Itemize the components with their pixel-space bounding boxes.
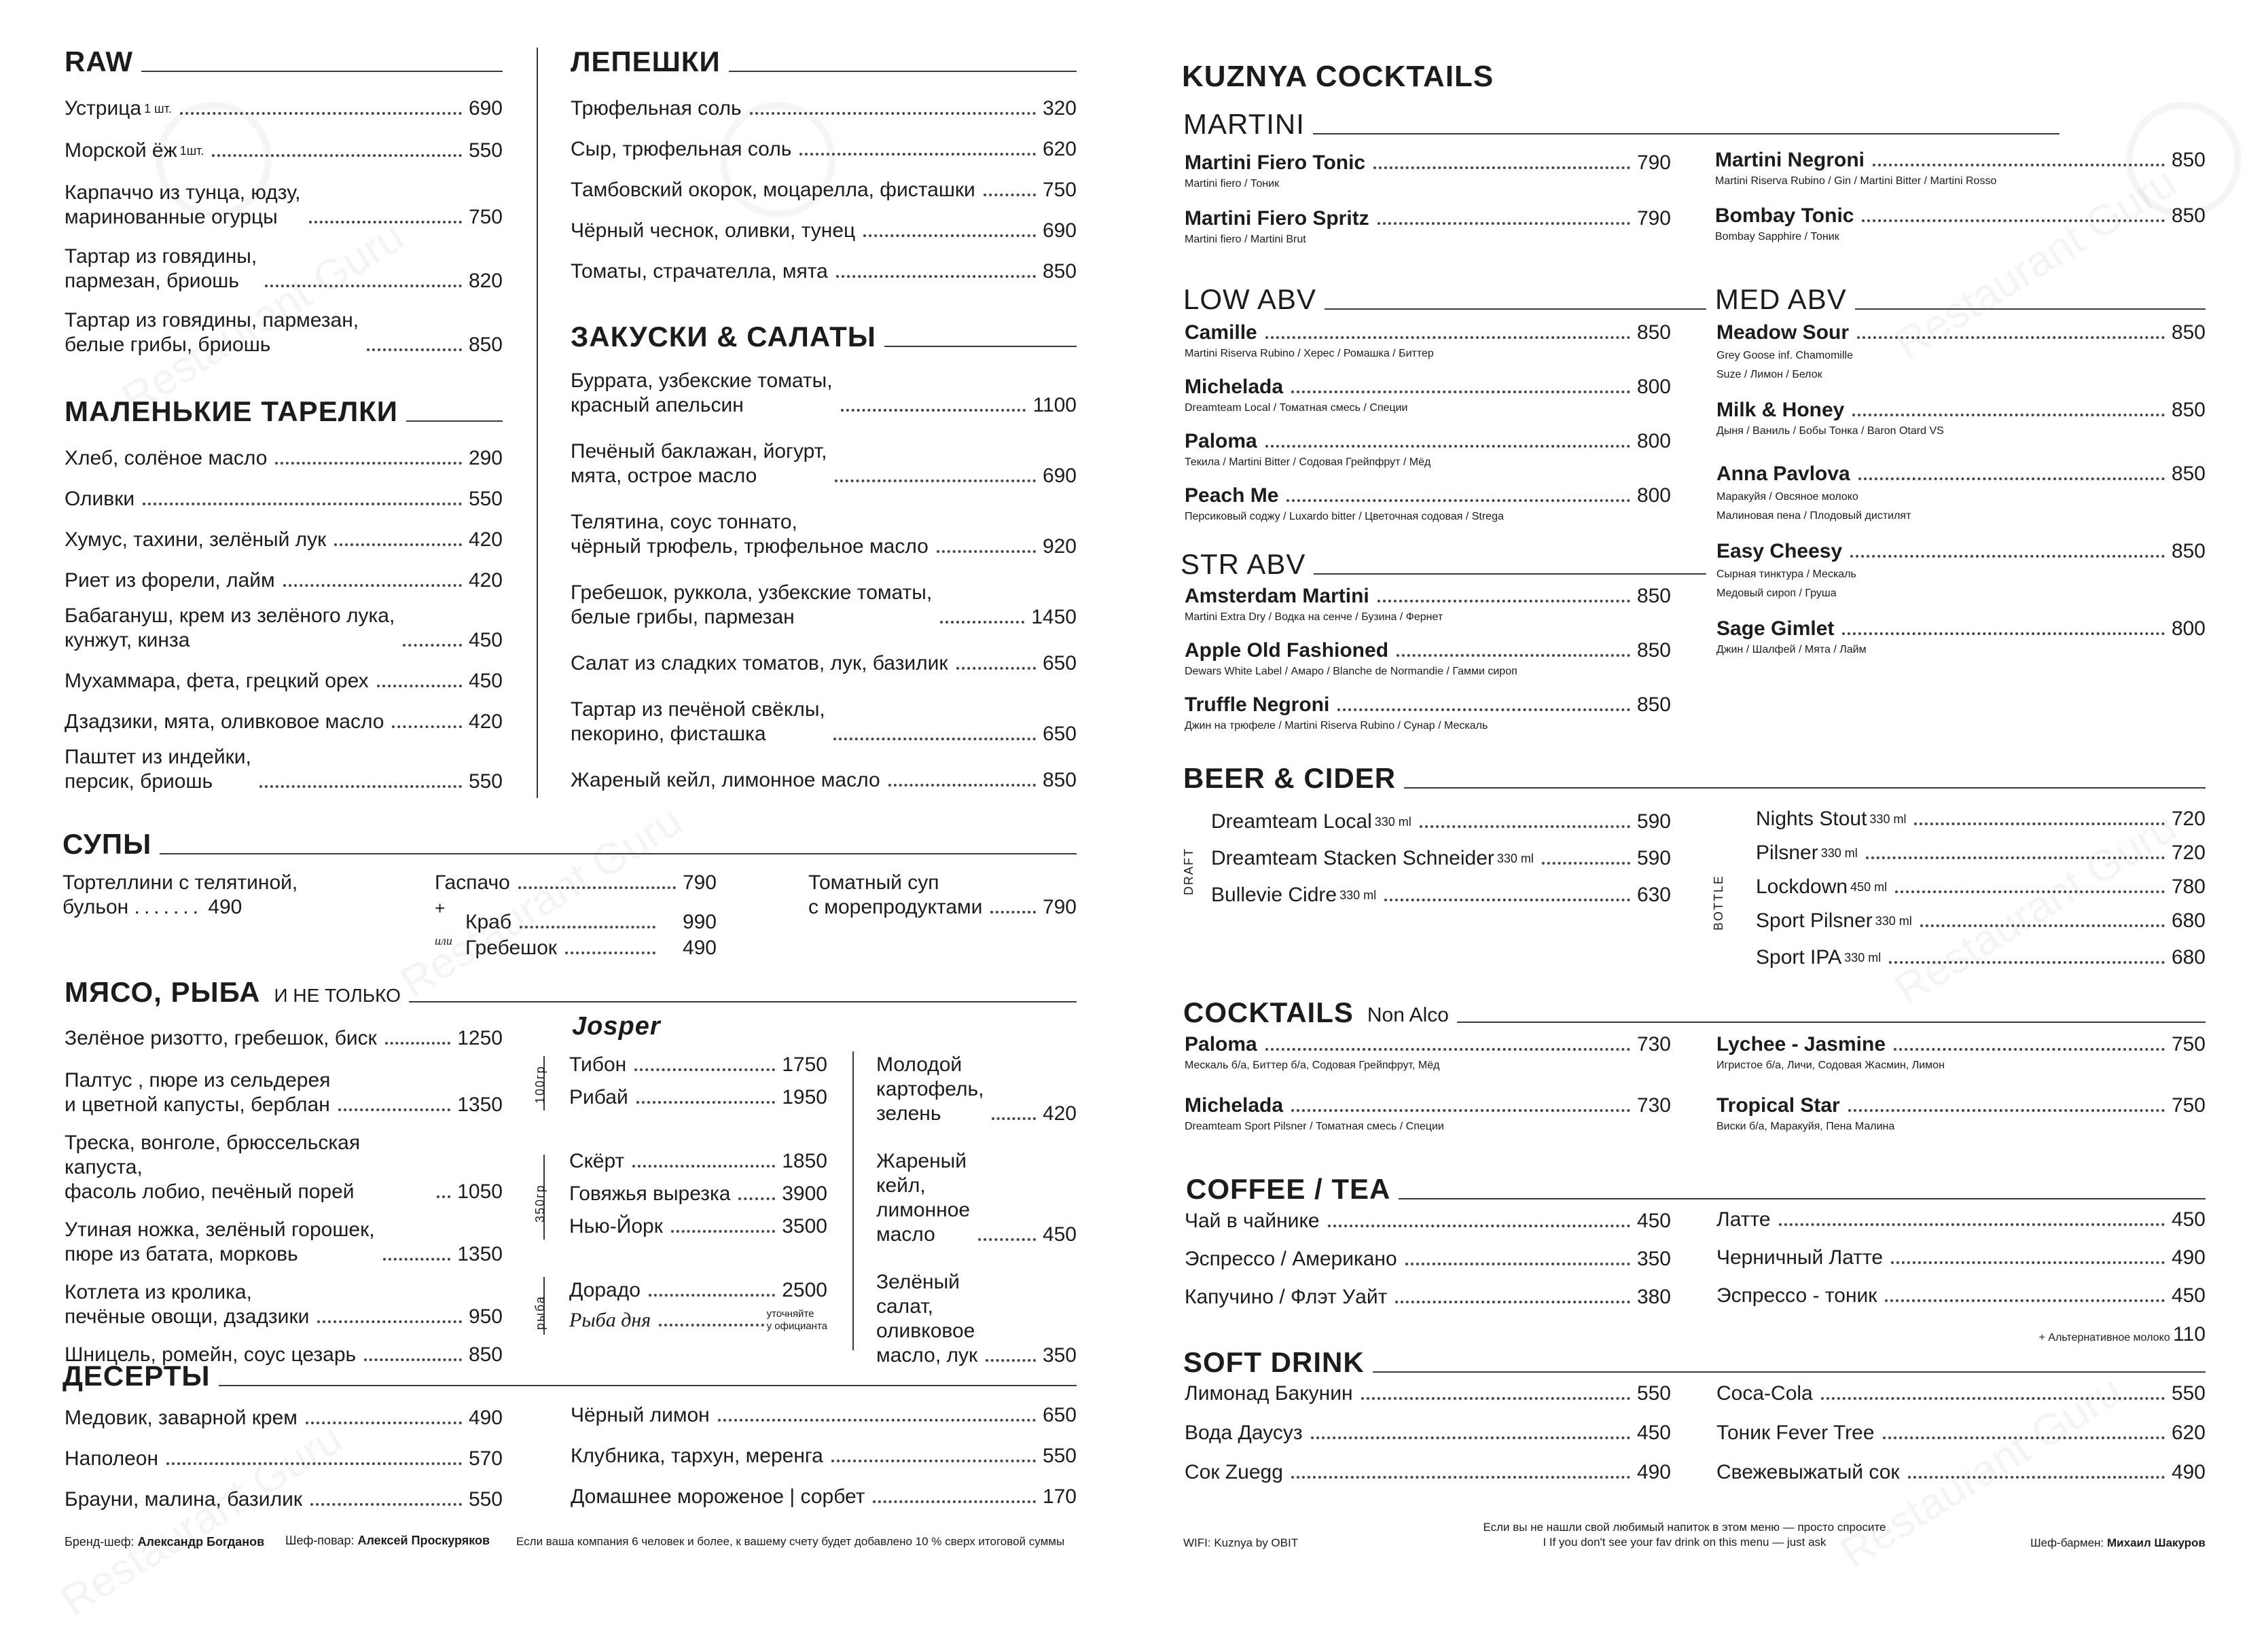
menu-item: Телятина, соус тоннато, чёрный трюфель, трюфельное масло 920 [571, 511, 1077, 558]
menu-item: Тамбовский окорок, моцарелла, фисташки 750 [571, 179, 1077, 201]
chef-credit: Шеф-повар: Алексей Проскуряков [285, 1534, 490, 1547]
menu-item: Томаты, страчателла, мята 850 [571, 260, 1077, 283]
menu-item: Шницель, ромейн, соус цезарь 850 [65, 1343, 503, 1366]
drink-item: Amsterdam Martini 850 Martini Extra Dry / Водка на сенче / Бузина / Фернет [1185, 585, 1671, 623]
menu-item: Устрица 1 шт. 690 [65, 97, 503, 120]
service-charge-note: Если ваша компания 6 человек и более, к вашему счету будет добавлено 10 % сверх итоговой суммы [516, 1535, 1065, 1548]
menu-item: Говяжья вырезка 3900 [569, 1182, 827, 1205]
desserts-right [571, 1386, 1077, 1509]
drink-item: Truffle Negroni 850 Джин на трюфеле / Martini Riserva Rubino / Сунар / Мескаль [1185, 693, 1671, 731]
menu-item: Гребешок, руккола, узбекские томаты, белые грибы, пармезан 1450 [571, 581, 1077, 628]
ask-note: Если вы не нашли свой любимый напиток в этом меню — просто спросите I If you don't see your fav drink on this menu — just ask [1483, 1521, 1886, 1549]
drink-item: Lychee - Jasmine 750 Игристое б/а, Личи, Содовая Жасмин, Лимон [1716, 1033, 2206, 1071]
drink-item: Nights Stout 330 ml 720 [1756, 808, 2206, 830]
menu-item: Хлеб, солёное масло 290 [65, 447, 503, 469]
menu-item: Скёрт 1850 [569, 1150, 827, 1172]
wifi-info: WIFI: Kuznya by OBIT [1183, 1536, 1299, 1549]
drink-item: Чай в чайнике 450 [1185, 1210, 1671, 1232]
alt-milk-addon: + Альтернативное молоко 110 [2038, 1323, 2206, 1345]
med-abv-list [1716, 304, 2206, 657]
menu-item: Риет из форели, лайм 420 [65, 569, 503, 592]
menu-item: Утиная ножка, зелёный горошек, пюре из батата, морковь 1350 [65, 1218, 503, 1265]
menu-item: Оливки 550 [65, 488, 503, 510]
section-title: MED ABV [1715, 283, 1847, 315]
menu-item: Дзадзики, мята, оливковое масло 420 [65, 710, 503, 733]
menu-item: Рыба дня уточняйте у официанта [569, 1308, 827, 1332]
section-title: COFFEE / TEA [1186, 1173, 1391, 1205]
menu-item: Зелёный салат, оливковое масло, лук 350 [876, 1271, 1077, 1367]
drink-item: Сок Zuegg 490 [1185, 1461, 1671, 1483]
section-title: MARTINI [1183, 108, 1305, 140]
fish-label: рыба [533, 1295, 547, 1330]
menu-item: Жареный кейл, лимонное масло 850 [571, 769, 1077, 791]
section-title: COCKTAILS [1183, 996, 1354, 1028]
menu-item: Чёрный чеснок, оливки, тунец 690 [571, 219, 1077, 242]
section-title: RAW [65, 46, 133, 77]
section-title: ЛЕПЕШКИ [571, 46, 721, 77]
drink-item: Bombay Tonic 850 Bombay Sapphire / Тоник [1715, 204, 2206, 242]
drink-item: Вода Даусуз 450 [1185, 1422, 1671, 1444]
section-title: LOW ABV [1183, 283, 1317, 315]
menu-item: Рибай 1950 [569, 1086, 827, 1108]
drink-item: Martini Fiero Tonic 790 Martini fiero / Тоник [1185, 151, 1671, 189]
column-divider [537, 48, 538, 798]
menu-item: Клубника, тархун, меренга 550 [571, 1445, 1077, 1467]
drink-item: Easy Cheesy 850 Сырная тинктура / Мескаль Медовый сироп / Груша [1716, 540, 2206, 599]
drink-item: Тоник Fever Tree 620 [1716, 1422, 2206, 1444]
drink-item: Michelada 800 Dreamteam Local / Томатная смесь / Специи [1185, 376, 1671, 414]
non-alco-left [1185, 1019, 1671, 1134]
food-menu-page [0, 0, 1141, 1610]
section-title: SOFT DRINK [1183, 1346, 1365, 1378]
drink-item: Camille 850 Martini Riserva Rubino / Херес / Ромашка / Биттер [1185, 321, 1671, 359]
drink-item: Paloma 730 Мескаль б/а, Биттер б/а, Содовая Грейпфрут, Мёд [1185, 1033, 1671, 1071]
menu-item: Салат из сладких томатов, лук, базилик 650 [571, 652, 1077, 674]
menu-item: Бабагануш, крем из зелёного лука, кунжут, кинза 450 [65, 604, 503, 651]
josper-steaks [569, 1039, 827, 1333]
drink-item: Coca-Cola 550 [1716, 1382, 2206, 1405]
menu-item: Тортеллини с телятиной, бульон ....... 490 [62, 871, 298, 918]
weight-label: 350гр [533, 1184, 547, 1223]
brand-chef-credit: Бренд-шеф: Александр Богданов [65, 1535, 265, 1549]
non-alco-right [1716, 1019, 2206, 1134]
str-abv-list [1185, 569, 1671, 734]
soft-right [1716, 1367, 2206, 1485]
drink-item: Pilsner 330 ml 720 [1756, 842, 2206, 864]
menu-item: Домашнее мороженое | сорбет 170 [571, 1485, 1077, 1508]
drink-item: Martini Negroni 850 Martini Riserva Rubino / Gin / Martini Bitter / Martini Rosso [1715, 149, 2206, 187]
menu-item: Тибон 1750 [569, 1053, 827, 1076]
raw-section [65, 48, 503, 357]
drink-item: Milk & Honey 850 Дыня / Ваниль / Бобы Тонка / Baron Otard VS [1716, 399, 2206, 437]
menu-item: Зелёное ризотто, гребешок, биск 1250 [65, 1027, 503, 1049]
drink-item: Lockdown 450 ml 780 [1756, 875, 2206, 898]
martini-right [1715, 133, 2206, 245]
section-title: СУПЫ [62, 828, 152, 860]
menu-item: Тартар из говядины, пармезан, белые грибы, бриошь 850 [65, 309, 503, 356]
drink-item: Эспрессо / Американо 350 [1185, 1248, 1671, 1270]
drink-item: Sport Pilsner 330 ml 680 [1756, 909, 2206, 932]
beer-cider-section [1183, 764, 2206, 793]
drink-item: Michelada 730 Dreamteam Sport Pilsner / Томатная смесь / Специи [1185, 1094, 1671, 1132]
menu-item: Карпаччо из тунца, юдзу, маринованные огурцы 750 [65, 181, 503, 228]
or-label: или [435, 934, 452, 947]
menu-item: Морской ёж 1шт. 550 [65, 139, 503, 162]
desserts-left [65, 1386, 503, 1512]
drink-item: Латте 450 [1716, 1208, 2206, 1231]
drink-item: Капучино / Флэт Уайт 380 [1185, 1286, 1671, 1308]
drink-item: Bullevie Cidre 330 ml 630 [1211, 884, 1671, 906]
menu-item: Палтус , пюре из сельдерея и цветной капусты, бербл​ан 1350 [65, 1069, 503, 1116]
gazpacho-item: Гаспачо 790 [435, 871, 717, 894]
drink-item: Лимонад Бакунин 550 [1185, 1382, 1671, 1405]
draft-label: DRAFT [1182, 848, 1195, 895]
section-title: ДЕСЕРТЫ [62, 1360, 211, 1392]
menu-item: Жареный кейл, лимонное масло 450 [876, 1150, 1077, 1246]
soft-left [1185, 1367, 1671, 1485]
section-title: МАЛЕНЬКИЕ ТАРЕЛКИ [65, 395, 398, 427]
drink-item: Peach Me 800 Персиковый соджу / Luxardo bitter / Цветочная содовая / Strega [1185, 484, 1671, 522]
menu-item: Брауни, малина, базилик 550 [65, 1488, 503, 1511]
drink-item: Paloma 800 Текила / Martini Bitter / Содовая Грейпфрут / Мёд [1185, 430, 1671, 468]
coffee-left [1185, 1195, 1671, 1309]
menu-item: Тартар из говядины, пармезан, бриошь 820 [65, 245, 503, 292]
menu-item: Томатный суп с морепродуктами 790 [808, 871, 1077, 918]
menu-item: Паштет из индейки, персик, бриошь 550 [65, 746, 503, 793]
menu-item: Медовик, заварной крем 490 [65, 1407, 503, 1429]
menu-item: Печёный баклажан, йогурт, мята, острое масло 690 [571, 440, 1077, 487]
meat-mains-list [65, 1009, 503, 1367]
menu-item: Молодой картофель, зелень 420 [876, 1053, 1077, 1125]
draft-beer-list [1211, 795, 1671, 907]
menu-item: Наполеон 570 [65, 1447, 503, 1470]
menu-item: Буррата, узбекские томаты, красный апельсин 1100 [571, 369, 1077, 416]
snacks-salads-section [571, 323, 1077, 793]
section-title: STR ABV [1181, 548, 1306, 580]
drink-item: Свежевыжатый сок 490 [1716, 1461, 2206, 1483]
drink-item: Эспрессо - тоник 450 [1716, 1284, 2206, 1307]
drink-item: Sport IPA 330 ml 680 [1756, 946, 2206, 969]
drink-item: Черничный Латте 490 [1716, 1246, 2206, 1269]
menu-item: Мухаммара, фета, грецкий орех 450 [65, 670, 503, 692]
menu-item: Котлета из кролика, печёные овощи, дзадзики 950 [65, 1281, 503, 1328]
gazpacho-addons: Краб 990 Гребешок 490 [465, 911, 717, 959]
menu-item: Нью-Йорк 3500 [569, 1215, 827, 1237]
sides-list [876, 1039, 1077, 1368]
section-title: BEER & CIDER [1183, 762, 1397, 794]
menu-item: Треска, вонголе, брюссельская капуста, фасоль лобио, печёный порей 1050 [65, 1132, 503, 1203]
menu-item: Тартар из печёной свёклы, пекорино, фисташка 650 [571, 698, 1077, 745]
menu-item: Чёрный лимон 650 [571, 1404, 1077, 1426]
martini-left [1185, 136, 1671, 247]
cocktails-title: KUZNYA COCKTAILS [1182, 60, 1494, 93]
drink-item: Dreamteam Stacken Schneider 330 ml 590 [1211, 847, 1671, 869]
drink-item: Dreamteam Local 330 ml 590 [1211, 810, 1671, 833]
soups-section [62, 830, 1077, 859]
head-barman-credit: Шеф-бармен: Михаил Шакуров [2030, 1536, 2206, 1549]
drink-item: Tropical Star 750 Виски б/а, Маракуйя, Пена Малина [1716, 1094, 2206, 1132]
section-title: МЯСО, РЫБА [65, 976, 261, 1008]
plus-sign: + [435, 898, 446, 918]
flatbreads-section [571, 48, 1077, 284]
drink-item: Anna Pavlova 850 Маракуйя / Овсяное молоко Малиновая пена / Плодовый дистилят [1716, 463, 2206, 522]
non-alco-section: COCKTAILS Non Alco [1183, 998, 2206, 1027]
drink-item: Meadow Sour 850 Grey Goose inf. Chamomille Suze / Лимон / Белок [1716, 321, 2206, 380]
menu-item: Сыр, трюфельная соль 620 [571, 138, 1077, 160]
menu-item: Хумус, тахини, зелёный лук 420 [65, 528, 503, 551]
low-abv-list [1185, 304, 1671, 524]
small-plates-section [65, 397, 503, 794]
menu-item: Дорадо 2500 [569, 1279, 827, 1301]
section-title: ЗАКУСКИ & САЛАТЫ [571, 321, 876, 353]
coffee-right [1716, 1195, 2206, 1308]
drink-item: Apple Old Fashioned 850 Dewars White Label / Амаро / Blanche de Normandie / Гамми сироп [1185, 639, 1671, 677]
weight-label: 100гр [533, 1065, 547, 1104]
menu-item: Трюфельная соль 320 [571, 97, 1077, 120]
drinks-menu-page [1141, 0, 2268, 1610]
drink-item: Martini Fiero Spritz 790 Martini fiero / Martini Brut [1185, 207, 1671, 245]
drink-item: Sage Gimlet 800 Джин / Шалфей / Мята / Лайм [1716, 617, 2206, 655]
column-divider [852, 1051, 854, 1350]
bottle-label: BOTTLE [1712, 874, 1725, 931]
josper-logo: Josper [572, 1012, 661, 1041]
bottle-beer-list [1756, 795, 2206, 970]
meat-fish-section: МЯСО, РЫБА И НЕ ТОЛЬКО [65, 978, 1077, 1007]
